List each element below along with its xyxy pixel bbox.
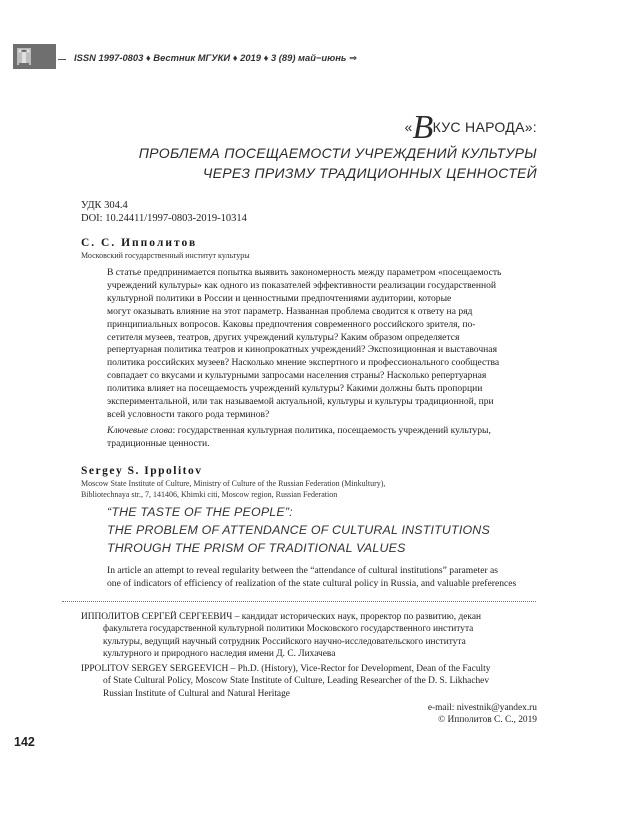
- affiliation-en-line-1: Moscow State Institute of Culture, Ministry of Culture of the Russian Federation (Minkultury),: [81, 479, 386, 488]
- title-line-1-rest: КУС НАРОДА»:: [432, 119, 537, 135]
- keywords-ru: [107, 425, 536, 451]
- footnote-separator: [62, 601, 536, 602]
- title-line-1: [139, 109, 537, 146]
- abstract-en-line-2: one of indicators of efficiency of realization of the state cultural policy in Russia, and valuable preferences: [107, 578, 517, 589]
- keywords-text-2: традиционные ценности.: [107, 437, 210, 449]
- author-info-en-line: Russian Institute of Cultural and Natural Heritage: [103, 688, 290, 699]
- abstract-ru-line: всей условности такого рода терминов?: [107, 408, 270, 420]
- title-line-2: ПРОБЛЕМА ПОСЕЩАЕМОСТИ УЧРЕЖДЕНИЙ КУЛЬТУРЫ: [138, 145, 537, 161]
- abstract-ru-line: экспериментальной, или так называемой актуальной, культуры и культуры традиционной, при: [107, 396, 494, 408]
- affiliation-ru: Московский государственный институт культуры: [81, 251, 250, 260]
- abstract-ru-line: принципиальных вопросов. Каковы предпочтения современного российского зрителя, по-: [107, 318, 476, 330]
- keywords-label: Ключевые слова: [107, 425, 173, 436]
- title-quote: «: [404, 119, 413, 135]
- abstract-ru-line: могут оказывать влияние на этот параметр. Названная проблема сводится к ответу на ряд: [107, 305, 473, 317]
- author-info-ru: [81, 611, 537, 661]
- title-initial: В: [412, 109, 434, 146]
- title-en-line-2: THE PROBLEM OF ATTENDANCE OF CULTURAL INSTITUTIONS: [107, 523, 490, 537]
- abstract-ru-line: учреждений культуры» как одного из показателей эффективности реализации государственной: [107, 279, 497, 291]
- author-info-en-line: of State Cultural Policy, Moscow State Institute of Culture, Leading Researcher of the D. S. Likhachev: [103, 676, 490, 687]
- copyright: © Ипполитов С. С., 2019: [438, 715, 537, 725]
- abstract-en-line-1: In article an attempt to reveal regularity between the “attendance of cultural institutions” parameter as: [107, 565, 499, 576]
- article-title: [138, 109, 537, 183]
- author-info-en-line: IPPOLITOV SERGEY SERGEEVICH – Ph.D. (History), Vice-Rector for Development, Dean of the Faculty: [81, 664, 491, 674]
- header-rule: [58, 59, 66, 60]
- title-en-line-1: “THE TASTE OF THE PEOPLE”:: [107, 505, 293, 519]
- author-info-ru-line: культуры, ведущий научный сотрудник Российского научно-исследовательского института: [103, 636, 466, 647]
- keywords-text-1: : государственная культурная политика, посещаемость учреждений культуры,: [172, 425, 491, 436]
- abstract-ru-line: репертуарная политика театров и кинопрокатных учреждений? Экспозиционная и выставочная: [107, 344, 497, 356]
- abstract-ru-line: совпадает со вкусами и культурными запросами населения страны? Насколько репертуарная: [107, 370, 487, 382]
- author-info-ru-line: ИППОЛИТОВ СЕРГЕЙ СЕРГЕЕВИЧ – кандидат исторических наук, проректор по развитию, декан: [81, 612, 482, 622]
- title-line-3: ЧЕРЕЗ ПРИЗМУ ТРАДИЦИОННЫХ ЦЕННОСТЕЙ: [202, 165, 537, 181]
- author-name-en: Sergey S. Ippolitov: [81, 465, 203, 477]
- abstract-ru-line: культурной политики в России и ценностными предпочтениями аудитории, которые: [107, 292, 452, 304]
- affiliation-en-line-2: Bibliotechnaya str., 7, 141406, Khimki citi, Moscow region, Russian Federation: [81, 490, 338, 499]
- abstract-ru-line: политика российских музеев? Насколько мнение экспертного и профессионального сообщества: [107, 357, 500, 369]
- abstract-ru: [107, 267, 536, 422]
- abstract-ru-line: политика влияет на посещаемость учреждений культуры? Какими должны быть пропорции: [107, 383, 483, 395]
- author-name-ru: С. С. Ипполитов: [81, 237, 198, 249]
- author-info-en: [81, 663, 537, 700]
- udk: УДК 304.4: [81, 200, 128, 211]
- page-number: 142: [14, 735, 35, 749]
- author-info-ru-line: культурного и природного наследия имени Д. С. Лихачева: [103, 649, 336, 660]
- author-info-ru-line: факультета государственной культурной политики Московского государственного института: [103, 624, 474, 635]
- email: e-mail: nivestnik@yandex.ru: [427, 703, 537, 713]
- journal-logo: [13, 44, 56, 69]
- abstract-ru-line: В статье предпринимается попытка выявить закономерность между параметром «посещаемость: [107, 267, 502, 278]
- journal-header: ISSN 1997-0803 ♦ Вестник МГУКИ ♦ 2019 ♦ 3 (89) май−июнь ⇒: [74, 52, 357, 63]
- title-en-line-3: THROUGH THE PRISM OF TRADITIONAL VALUES: [107, 541, 406, 555]
- abstract-ru-line: сетителя музеев, театров, других учреждений культуры? Каким образом определяется: [107, 331, 460, 343]
- doi: DOI: 10.24411/1997-0803-2019-10314: [81, 213, 247, 224]
